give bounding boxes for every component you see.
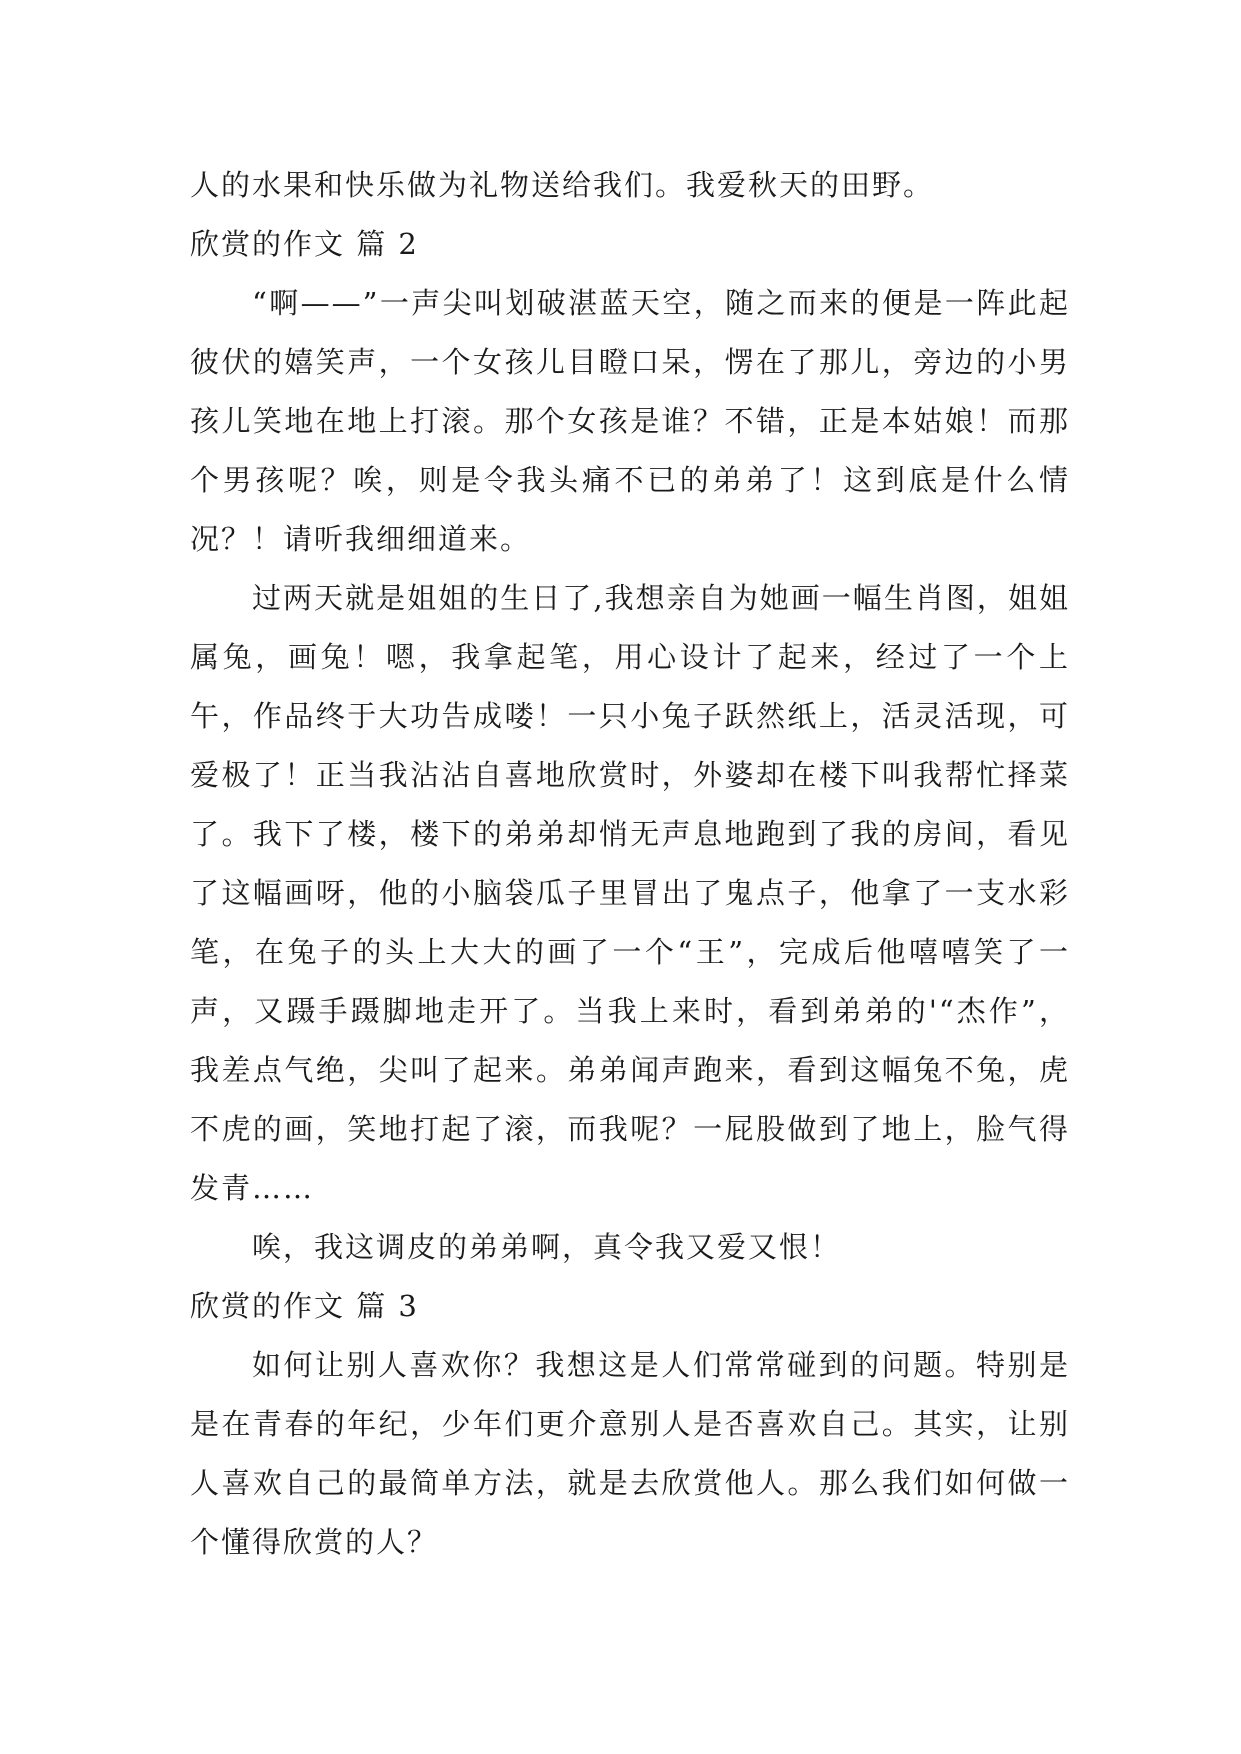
- paragraph: 唉，我这调皮的弟弟啊，真令我又爱又恨！: [252, 1230, 842, 1264]
- section-heading-2: 欣赏的作文 篇 2: [190, 227, 419, 261]
- paragraph: 如何让别人喜欢你？我想这是人们常常碰到的问题。特别是是在青春的年纪，少年们更介意别人是否喜欢自己。其实，让别人喜欢自己的最简单方法，就是去欣赏他人。那么我们如何做一个懂得欣赏的人？: [190, 1348, 1070, 1559]
- paragraph-continuation: 人的水果和快乐做为礼物送给我们。我爱秋天的田野。: [190, 168, 935, 202]
- section-heading-3: 欣赏的作文 篇 3: [190, 1289, 419, 1323]
- paragraph: 过两天就是姐姐的生日了,我想亲自为她画一幅生肖图，姐姐属兔，画兔！嗯，我拿起笔，用心设计了起来，经过了一个上午，作品终于大功告成喽！一只小兔子跃然纸上，活灵活现，可爱极了！正当我沾沾自喜地欣赏时，外婆却在楼下叫我帮忙择菜了。我下了楼，楼下的弟弟却悄无声息地跑到了我的房间，看见了这幅画呀，他的小脑袋瓜子里冒出了鬼点子，他拿了一支水彩笔，在兔子的头上大大的画了一个“王”，完成后他嘻嘻笑了一声，又蹑手蹑脚地走开了。当我上来时，看到弟弟的'“杰作”，我差点气绝，尖叫了起来。弟弟闻声跑来，看到这幅兔不兔，虎不虎的画，笑地打起了滚，而我呢？一屁股做到了地上，脸气得发青……: [190, 581, 1070, 1205]
- paragraph: “啊——”一声尖叫划破湛蓝天空，随之而来的便是一阵此起彼伏的嬉笑声，一个女孩儿目瞪口呆，愣在了那儿，旁边的小男孩儿笑地在地上打滚。那个女孩是谁？不错，正是本姑娘！而那个男孩呢？唉，则是令我头痛不已的弟弟了！这到底是什么情况？！请听我细细道来。: [190, 286, 1070, 556]
- article-body: [190, 156, 1070, 1572]
